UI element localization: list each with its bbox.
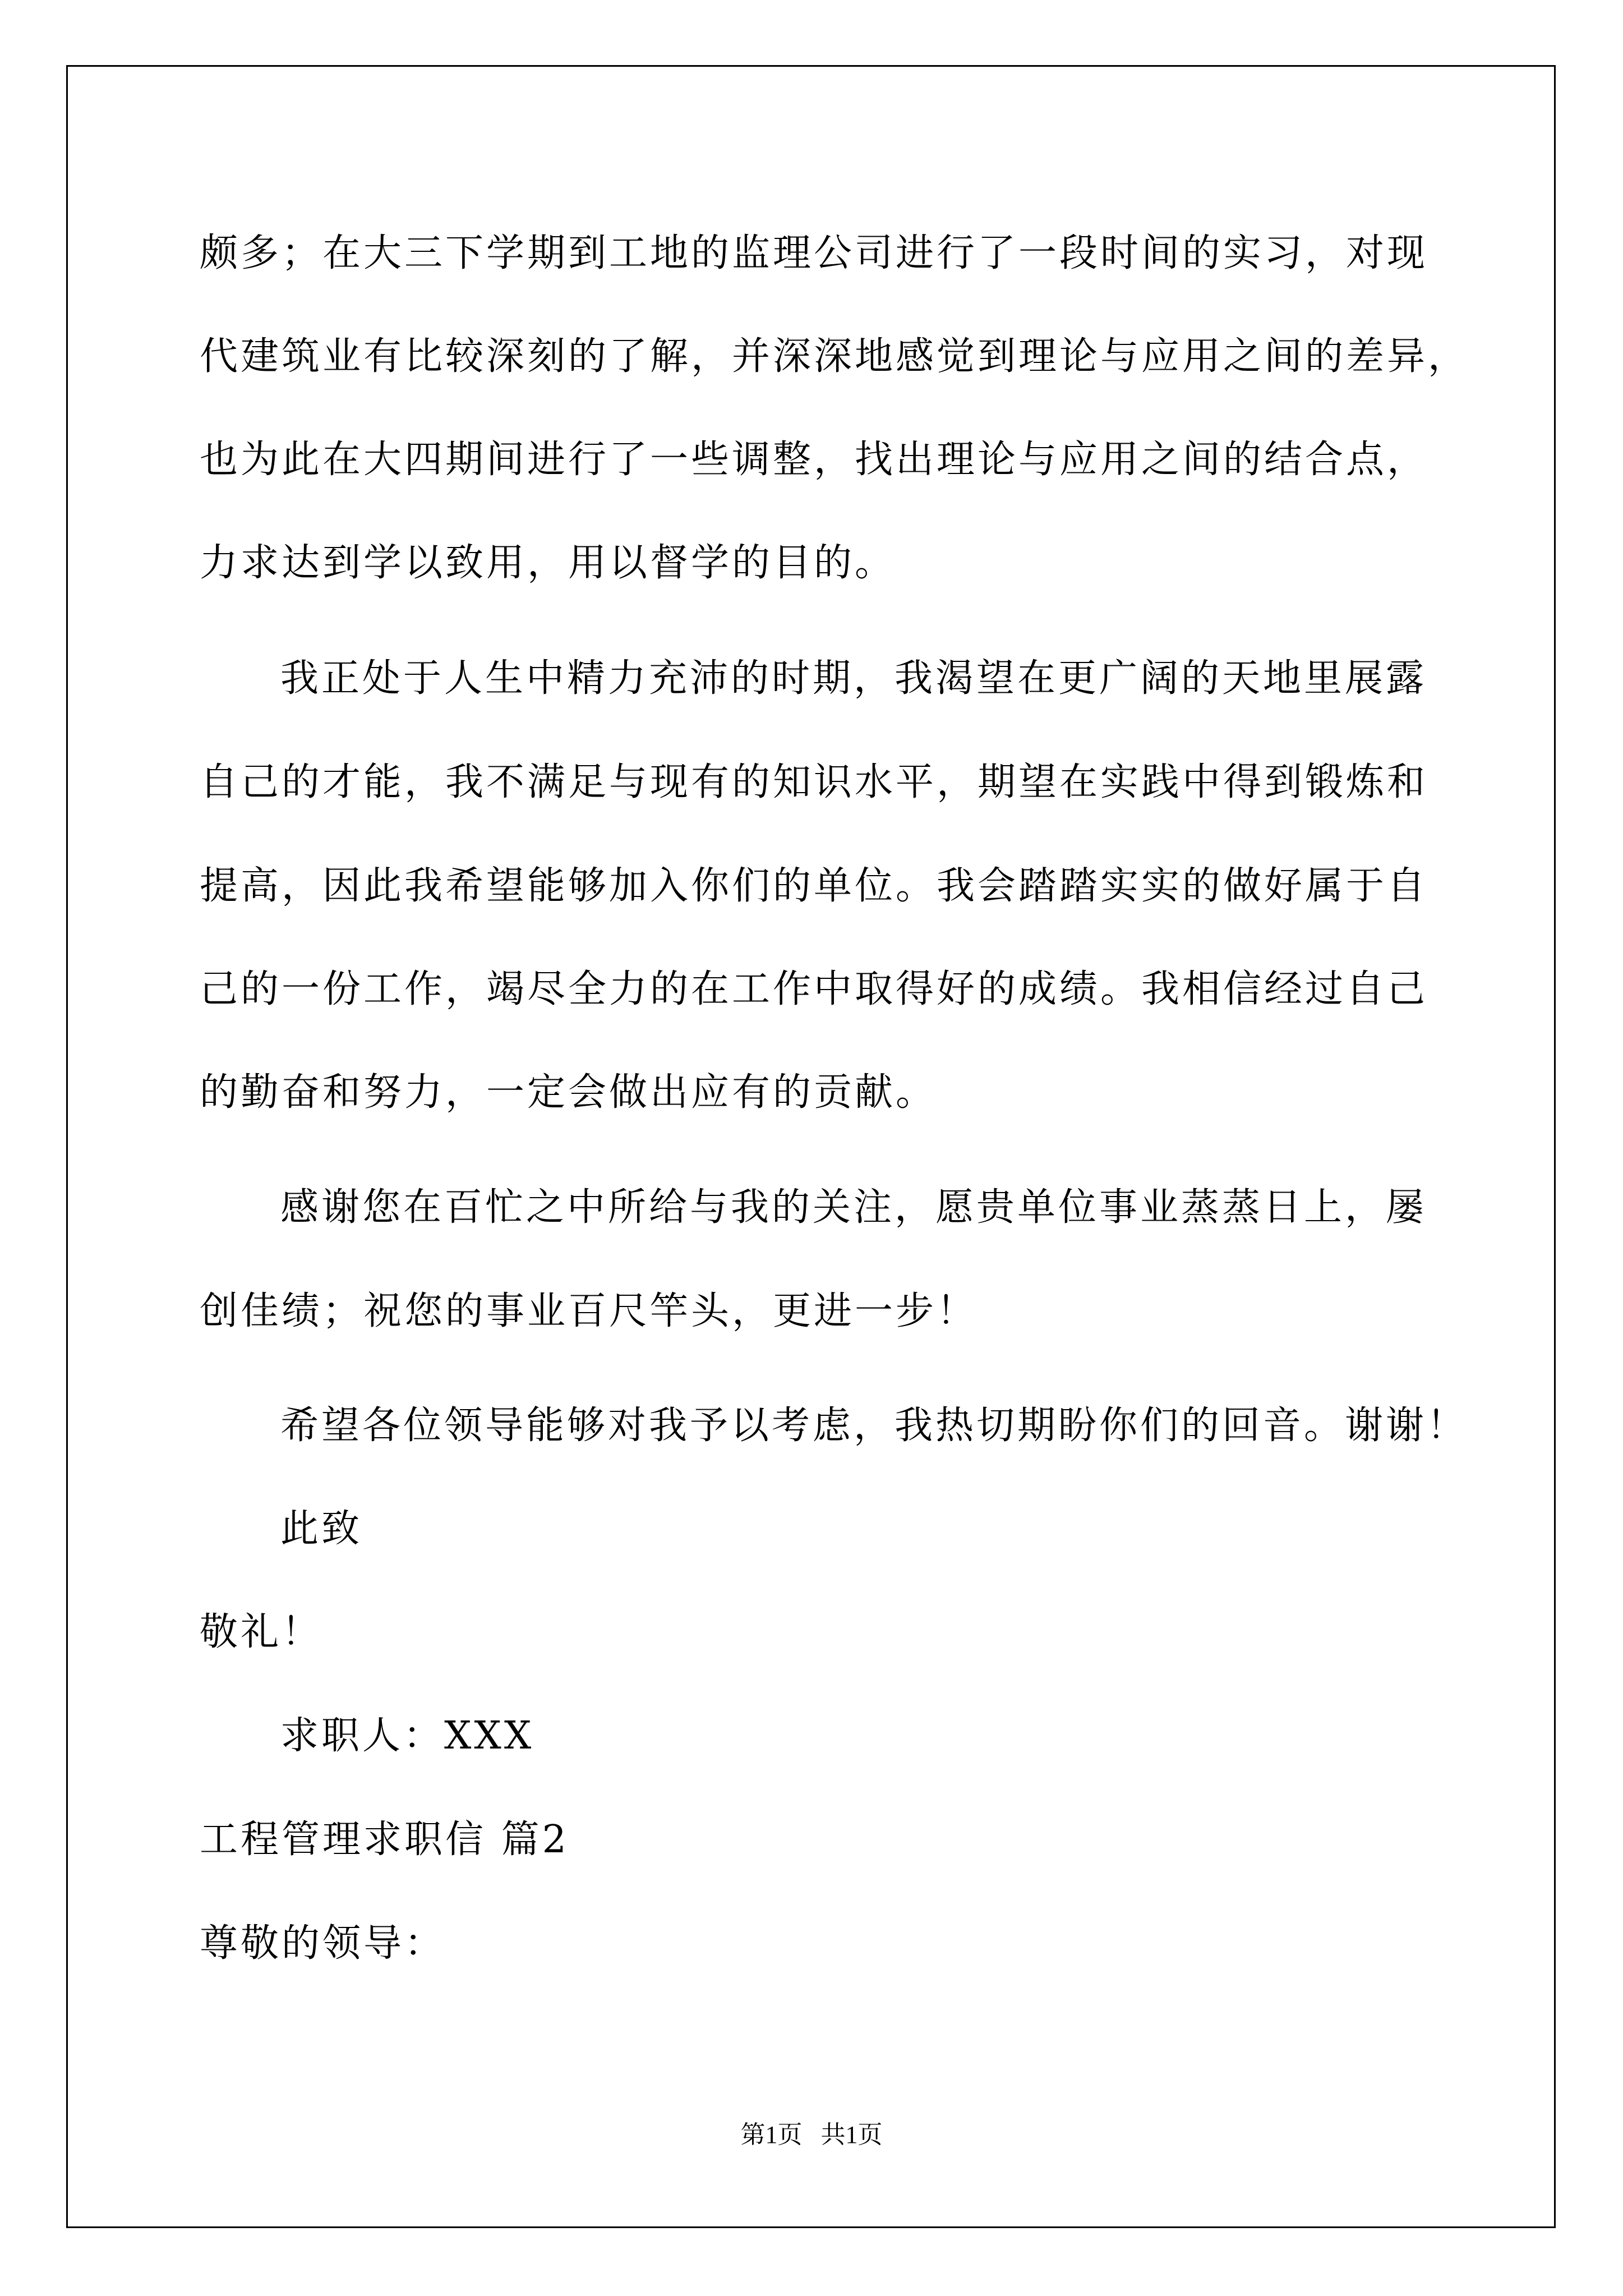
body-line-3: 也为此在大四期间进行了一些调整，找出理论与应用之间的结合点， — [200, 438, 1428, 482]
paragraph-2-line-2: 自己的才能，我不满足与现有的知识水平，期望在实践中得到锻炼和 — [200, 760, 1428, 804]
paragraph-3-line-1: 感谢您在百忙之中所给与我的关注，愿贵单位事业蒸蒸日上，屡 — [280, 1185, 1427, 1230]
closing-greeting: 此致 — [280, 1507, 363, 1551]
closing-salutation: 敬礼！ — [200, 1610, 323, 1654]
letter-salutation: 尊敬的领导： — [200, 1921, 446, 1966]
signature-line: 求职人：XXX — [280, 1714, 534, 1758]
paragraph-3-line-2: 创佳绩；祝您的事业百尺竿头，更进一步！ — [200, 1289, 978, 1333]
page-footer: 第1页 共1页 — [740, 2121, 883, 2148]
section-heading: 工程管理求职信 篇2 — [200, 1818, 569, 1862]
page-border — [66, 65, 1556, 2228]
body-line-1: 颇多；在大三下学期到工地的监理公司进行了一段时间的实习，对现 — [200, 231, 1428, 275]
paragraph-2-line-4: 己的一份工作，竭尽全力的在工作中取得好的成绩。我相信经过自己 — [200, 967, 1428, 1011]
paragraph-2-line-5: 的勤奋和努力，一定会做出应有的贡献。 — [200, 1070, 937, 1115]
paragraph-4-line-1: 希望各位领导能够对我予以考虑，我热切期盼你们的回音。谢谢！ — [280, 1404, 1468, 1448]
paragraph-2-line-1: 我正处于人生中精力充沛的时期，我渴望在更广阔的天地里展露 — [280, 656, 1427, 701]
body-line-2: 代建筑业有比较深刻的了解，并深深地感觉到理论与应用之间的差异， — [200, 334, 1469, 379]
body-line-4: 力求达到学以致用，用以督学的目的。 — [200, 541, 896, 585]
paragraph-2-line-3: 提高，因此我希望能够加入你们的单位。我会踏踏实实的做好属于自 — [200, 864, 1428, 908]
